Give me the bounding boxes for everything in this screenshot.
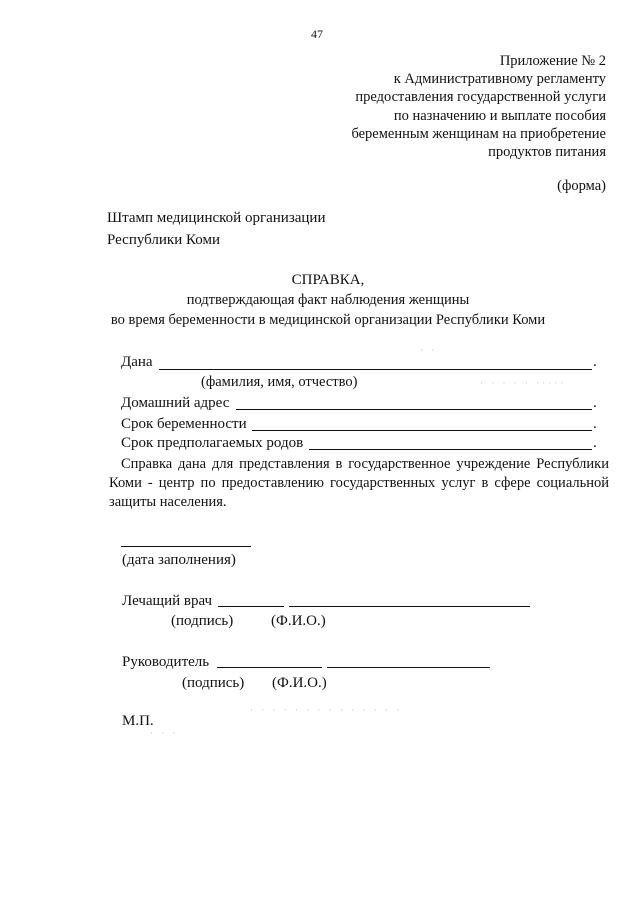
purpose-paragraph: Справка дана для представления в государственное учреждение Республики Коми - центр по предоставлению государственных услуг в сфере социальной защиты населения.: [109, 456, 609, 510]
stamp-line-2: Республики Коми: [107, 232, 220, 248]
doctor-fio-hint: (Ф.И.О.): [271, 613, 326, 629]
document-title: СПРАВКА,: [291, 272, 365, 288]
fio-hint: (фамилия, имя, отчество): [201, 374, 358, 390]
home-address-label: Домашний адрес: [121, 395, 230, 411]
form-label: (форма): [557, 178, 606, 194]
doctor-label: Лечащий врач: [122, 593, 213, 609]
scan-noise: · · ·: [150, 728, 179, 738]
seal-label: М.П.: [122, 713, 154, 729]
head-label: Руководитель: [122, 654, 210, 670]
home-address-end-dot: .: [593, 395, 597, 411]
issued-to-label: Дана: [121, 354, 153, 370]
document-subtitle-line-1: подтверждающая факт наблюдения женщины: [186, 292, 470, 308]
appendix-line-3: предоставления государственной услуги: [355, 89, 606, 106]
appendix-block: [351, 52, 606, 161]
appendix-line-4: по назначению и выплате пособия: [393, 107, 606, 124]
head-signature-line[interactable]: [217, 667, 322, 668]
issued-to-line[interactable]: [159, 369, 592, 370]
scan-noise: · ·: [420, 345, 438, 355]
pregnancy-term-label: Срок беременности: [121, 416, 247, 432]
scan-noise: · · · · · ·····: [480, 378, 567, 388]
issued-to-end-dot: .: [593, 354, 597, 370]
appendix-line-1: Приложение № 2: [499, 53, 606, 69]
head-fio-line[interactable]: [327, 667, 490, 668]
date-line[interactable]: [121, 546, 251, 547]
appendix-line-2: к Административному регламенту: [393, 71, 606, 88]
expected-birth-line[interactable]: [309, 449, 592, 450]
expected-birth-label: Срок предполагаемых родов: [121, 435, 304, 451]
document-subtitle-line-2: во время беременности в медицинской организации Республики Коми: [110, 312, 546, 328]
home-address-line[interactable]: [236, 409, 592, 410]
head-fio-hint: (Ф.И.О.): [272, 675, 327, 691]
doctor-fio-line[interactable]: [289, 606, 530, 607]
appendix-line-5: беременным женщинам на приобретение: [351, 125, 606, 142]
pregnancy-term-line[interactable]: [252, 430, 592, 431]
date-label: (дата заполнения): [122, 552, 236, 568]
expected-birth-end-dot: .: [593, 435, 597, 451]
pregnancy-term-end-dot: .: [593, 416, 597, 432]
scan-noise: · · · · · · · · · · · · · ·: [250, 705, 403, 715]
doctor-signature-line[interactable]: [218, 606, 284, 607]
doctor-signature-hint: (подпись): [171, 613, 234, 629]
appendix-line-6: продуктов питания: [488, 144, 606, 161]
page-number: 47: [311, 27, 323, 41]
head-signature-hint: (подпись): [182, 675, 245, 691]
stamp-line-1: Штамп медицинской организации: [107, 210, 326, 226]
